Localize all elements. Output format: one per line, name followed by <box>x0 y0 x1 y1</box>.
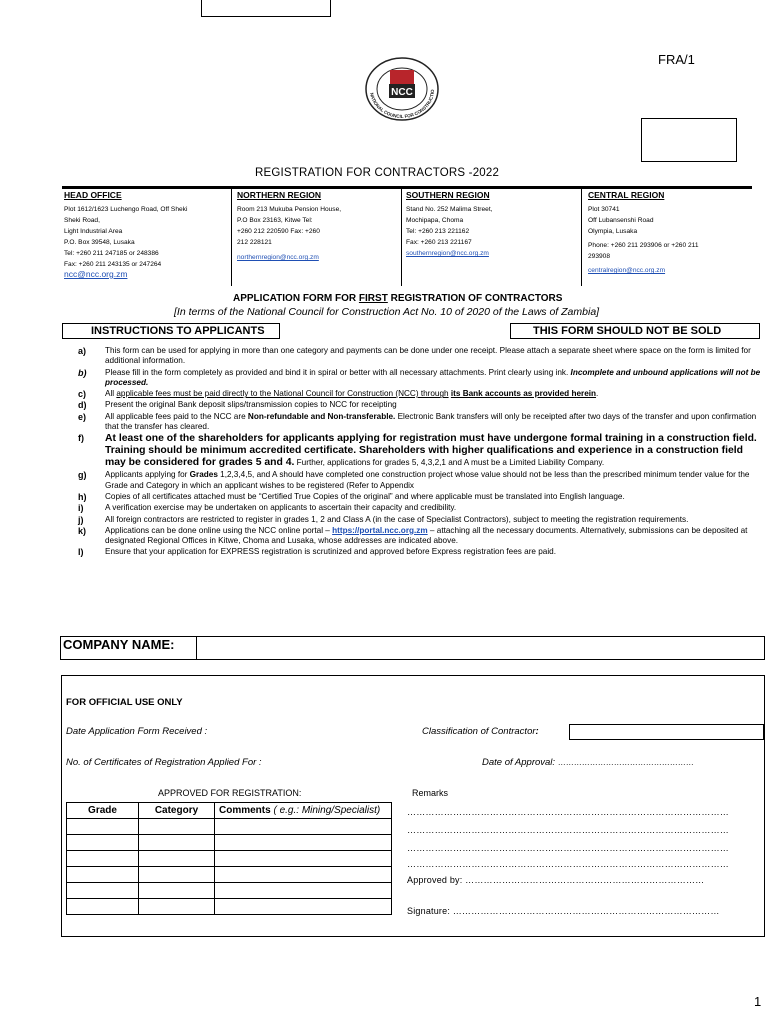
southern-email-link[interactable]: southernregion@ncc.org.zm <box>406 250 489 257</box>
office-line: Plot 30741 <box>588 206 620 213</box>
act-reference: [In terms of the National Council for Construction Act No. 10 of 2020 of the Laws of Zambia] <box>174 306 600 318</box>
certificates-label: No. of Certificates of Registration Applied For : <box>66 757 262 768</box>
ncc-logo <box>362 56 442 122</box>
remarks-line: …………………………………………………………………………………………… <box>407 807 729 817</box>
office-line: P.O Box 23163, Kitwe Tel: <box>237 217 313 224</box>
table-row <box>67 867 392 883</box>
top-reference-box <box>201 0 331 17</box>
approved-by-line: Approved by: …………………………………………………………………… <box>407 875 705 885</box>
instructions-list <box>78 346 764 559</box>
list-item: j) All foreign contractors are restricted to register in grades 1, 2 and Class A (in the case of Specialist Contractors), subject to meeting the registration requirements. <box>78 514 689 525</box>
not-sold-label: THIS FORM SHOULD NOT BE SOLD <box>510 323 760 339</box>
table-row <box>67 819 392 835</box>
header-rule <box>62 186 752 189</box>
office-line: Light Industrial Area <box>64 228 123 235</box>
office-line: Plot 1612/1623 Luchengo Road, Off Sheki <box>64 206 188 213</box>
office-line: Off Lubansenshi Road <box>588 217 654 224</box>
northern-region <box>237 190 397 263</box>
office-heading: SOUTHERN REGION <box>406 190 490 200</box>
office-line: Fax: +260 211 243135 or 247264 <box>64 261 162 268</box>
table-row <box>67 851 392 867</box>
official-heading: FOR OFFICIAL USE ONLY <box>66 697 183 708</box>
northern-email-link[interactable]: northernregion@ncc.org.zm <box>237 254 319 261</box>
approval-table <box>66 802 392 915</box>
remarks-label: Remarks <box>412 788 449 798</box>
remarks-line: …………………………………………………………………………………………… <box>407 859 729 869</box>
col-category: Category <box>139 803 215 819</box>
list-item: h) Copies of all certificates attached must be “Certified True Copies of the original” and where applicable must be translated into English language. <box>78 491 625 502</box>
list-item: e) All applicable fees paid to the NCC are Non-refundable and Non-transferable. Electronic Bank transfers will only be receipted after two days of the transfer and upon confirmation that the transfer has cleared. <box>78 411 757 432</box>
office-line: +260 212 220590 Fax: +260 <box>237 228 320 235</box>
list-item: l) Ensure that your application for EXPRESS registration is scrutinized and approved before Express registration fees are paid. <box>78 547 557 558</box>
table-row <box>67 835 392 851</box>
signature-line: Signature: …………………………………………………………………………… <box>407 906 720 916</box>
office-line: Olympia, Lusaka <box>588 228 638 235</box>
office-line: P.O. Box 39548, Lusaka <box>64 239 135 246</box>
central-region <box>588 190 758 276</box>
date-received-label: Date Application Form Received : <box>66 726 208 737</box>
instructions-label: INSTRUCTIONS TO APPLICANTS <box>62 323 280 339</box>
company-name-field[interactable] <box>197 637 764 659</box>
list-item: d) Present the original Bank deposit slips/transmission copies to NCC for receipting <box>78 400 397 411</box>
office-line: 293908 <box>588 253 611 260</box>
table-row <box>67 899 392 915</box>
divider <box>581 186 582 286</box>
table-row <box>67 883 392 899</box>
office-line: Mochipapa, Choma <box>406 217 464 224</box>
first-word: FIRST <box>358 293 388 304</box>
portal-link[interactable]: https://portal.ncc.org.zm <box>332 525 428 535</box>
divider <box>401 186 402 286</box>
col-grade: Grade <box>67 803 139 819</box>
remarks-line: …………………………………………………………………………………………… <box>407 825 729 835</box>
office-line: Phone: +260 211 293906 or +260 211 <box>588 242 699 249</box>
company-name-label: COMPANY NAME: <box>61 637 197 659</box>
page-number: 1 <box>754 994 762 1009</box>
date-approval-label: Date of Approval: …………………………………………… <box>482 757 694 768</box>
col-comments: Comments ( e.g.: Mining/Specialist) <box>215 803 392 819</box>
list-item: c) All applicable fees must be paid directly to the National Council for Construction (NCC) through its Bank accounts as provided herein. <box>78 389 599 400</box>
classification-field[interactable] <box>569 724 764 740</box>
office-line: Stand No. 252 Malima Street, <box>406 206 493 213</box>
company-name-row <box>60 636 765 660</box>
list-item: a) This form can be used for applying in more than one category and payments can be done under one receipt. Please attach a separate sheet where space on the form is limited for additional information. <box>78 346 751 366</box>
office-heading: HEAD OFFICE <box>64 190 122 200</box>
office-line: Room 213 Mukuba Pension House, <box>237 206 342 213</box>
office-line: Tel: +260 211 247185 or 248386 <box>64 250 159 257</box>
office-heading: CENTRAL REGION <box>588 190 665 200</box>
office-line: Sheki Road, <box>64 217 100 224</box>
logo-text: NCC <box>391 87 413 98</box>
official-use-box <box>61 675 765 937</box>
southern-region <box>406 190 576 259</box>
office-heading: NORTHERN REGION <box>237 190 322 200</box>
office-line: Tel: +260 213 221162 <box>406 228 470 235</box>
list-item: k) Applications can be done online using the NCC online portal – https://portal.ncc.org.zm – attaching all the necessary documents. Alternatively, submissions can be deposited at designated Regional Offices in Kitwe, Choma and Lusaka, whose addresses are indicated above. <box>78 525 748 546</box>
photo-box <box>641 118 737 162</box>
list-item: b) Please fill in the form completely as provided and bind it in spiral or better with all necessary attachments. Print clearly using ink. Incomplete and unbound applications will not be processed. <box>78 367 761 387</box>
table-header-row <box>67 803 392 819</box>
office-line: Fax: +260 213 221167 <box>406 239 472 246</box>
head-office-email-link[interactable]: ncc@ncc.org.zm <box>64 269 128 279</box>
application-title: APPLICATION FORM FOR FIRST REGISTRATION OF CONTRACTORS <box>233 293 563 304</box>
list-item: g) Applicants applying for Grades 1,2,3,4,5, and A should have completed one construction project whose value should not be less than the prescribed minimum tender value for the Grade and Category in which an applicant wishes to be registered (Refer to Appendix <box>78 470 750 490</box>
list-item: i) A verification exercise may be undertaken on applicants to ascertain their capacity and credibility. <box>78 503 457 514</box>
remarks-line: …………………………………………………………………………………………… <box>407 843 729 853</box>
page-title: REGISTRATION FOR CONTRACTORS -2022 <box>255 167 500 179</box>
head-office <box>64 190 229 278</box>
classification-label: Classification of Contractor: <box>422 726 539 737</box>
approved-heading: APPROVED FOR REGISTRATION: <box>158 788 302 798</box>
list-item: f) At least one of the shareholders for applicants applying for registration must have undergone formal training in a construction field. Training should be minimum accredited certificate. Shareholders with higher qualifications and experience in a construction field may be considered for grades 5 and 4. Further, applications for grades 5, 4,3,2,1 and A must be a Limited Liability Company. <box>78 433 757 469</box>
central-email-link[interactable]: centralregion@ncc.org.zm <box>588 267 666 274</box>
office-line: 212 228121 <box>237 239 272 246</box>
divider <box>231 186 232 286</box>
form-code: FRA/1 <box>658 52 695 67</box>
logo-ring-text: NATIONAL COUNCIL FOR CONSTRUCTIO <box>369 89 436 120</box>
